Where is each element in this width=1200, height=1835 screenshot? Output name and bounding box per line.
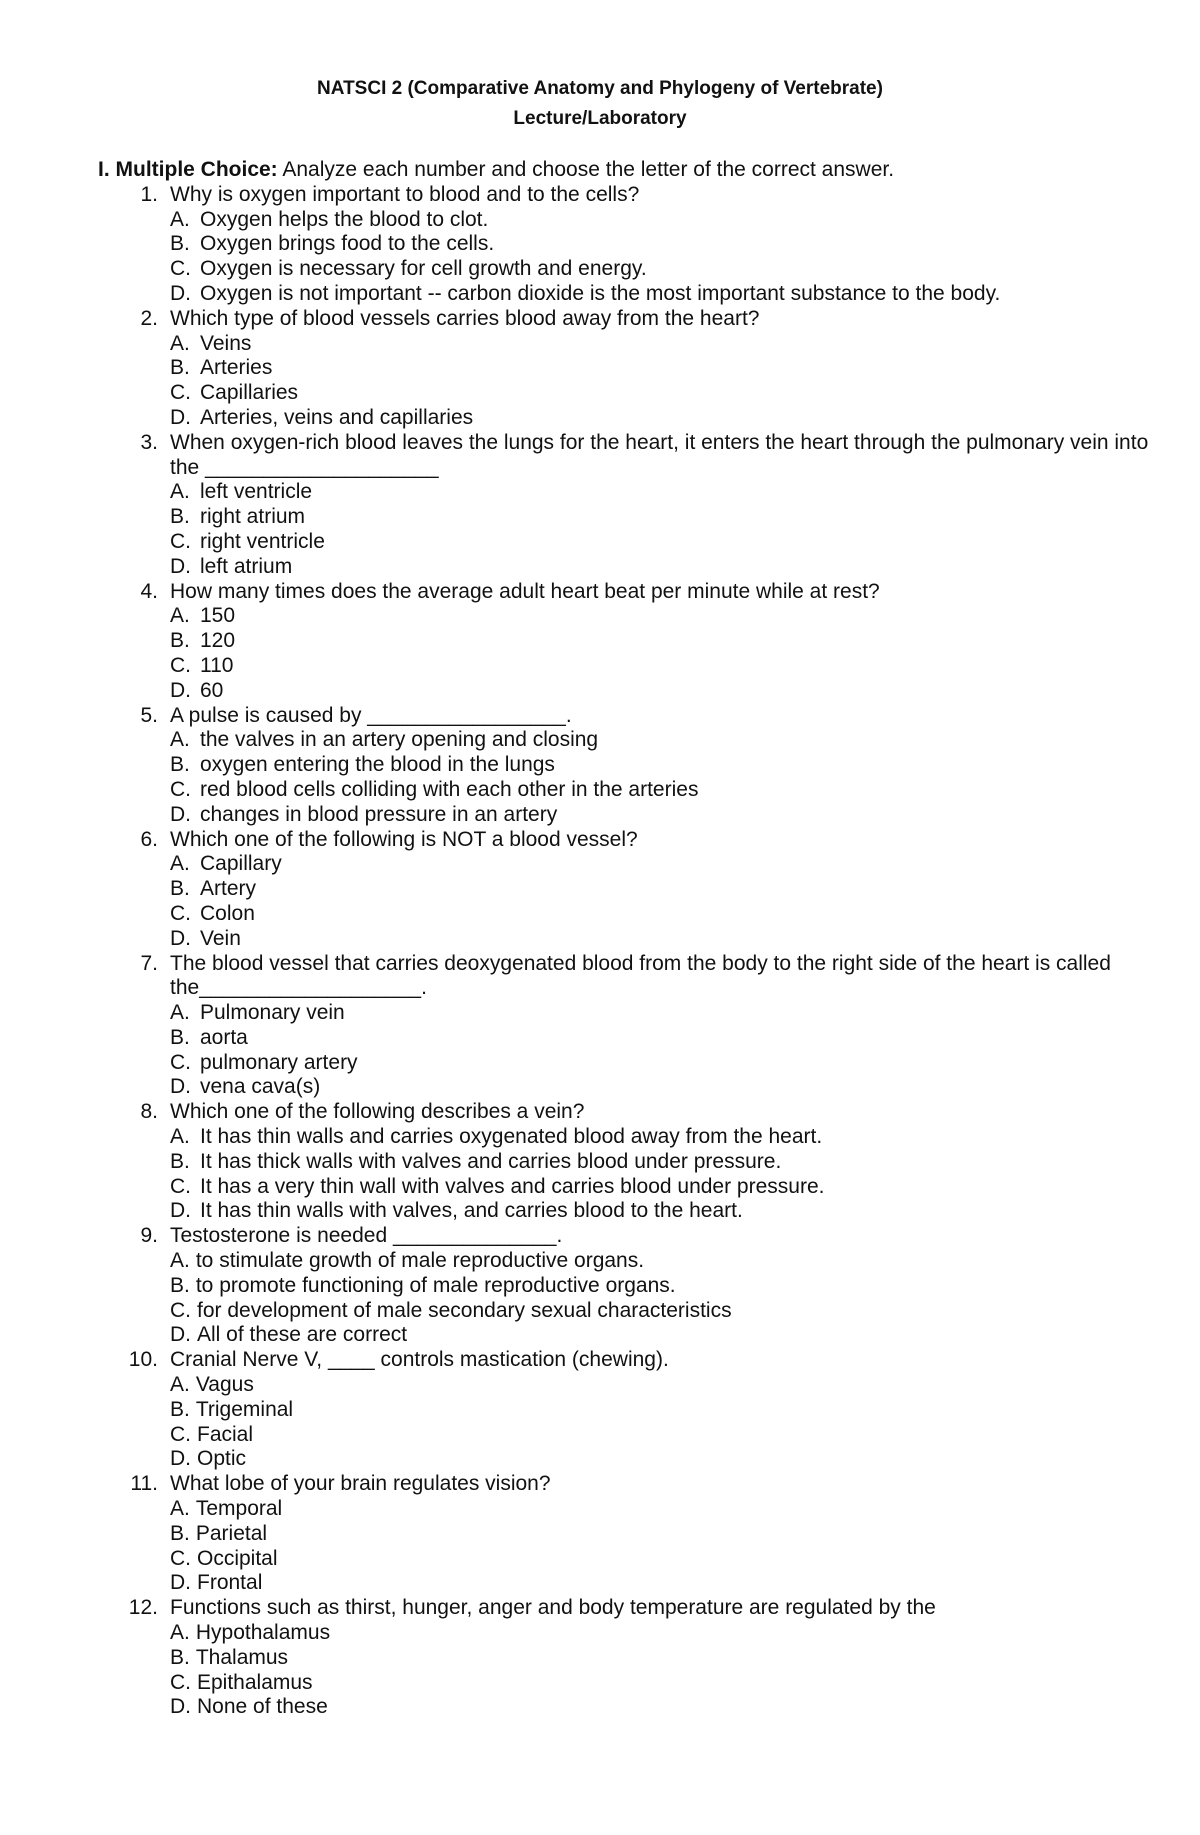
option-letter: D. <box>170 1571 191 1595</box>
answer-option <box>170 1695 1158 1720</box>
question-text: Why is oxygen important to blood and to the cells? <box>170 182 640 206</box>
option-text: 110 <box>200 653 234 677</box>
option-letter: D. <box>170 405 191 429</box>
option-letter: B. <box>170 1149 190 1173</box>
option-text: Temporal <box>195 1497 283 1521</box>
option-letter: B. <box>170 1521 190 1545</box>
question-number: 6. <box>140 827 158 851</box>
option-text: Artery <box>200 877 257 901</box>
option-text: Occipital <box>197 1546 278 1570</box>
option-letter: B. <box>170 356 190 380</box>
question-item <box>98 1348 1158 1472</box>
answer-option <box>170 232 1158 257</box>
question-text: Which one of the following is NOT a blood vessel? <box>170 827 638 851</box>
option-text: pulmonary artery <box>200 1050 358 1074</box>
option-letter: B. <box>170 1397 190 1421</box>
option-text: aorta <box>200 1025 248 1049</box>
option-text: Oxygen is not important -- carbon dioxide is the most important substance to the body. <box>200 281 1001 305</box>
answer-option <box>170 1497 1158 1522</box>
question-text: A pulse is caused by _________________. <box>170 703 572 727</box>
question-text: Which one of the following describes a vein? <box>170 1100 585 1124</box>
answer-option <box>170 1051 1158 1076</box>
answer-option <box>170 1547 1158 1572</box>
option-letter: B. <box>170 753 190 777</box>
option-letter: D. <box>170 678 191 702</box>
option-text: Frontal <box>197 1571 263 1595</box>
question-number: 5. <box>140 703 158 727</box>
option-text: Trigeminal <box>195 1397 294 1421</box>
answer-option <box>170 356 1158 381</box>
option-text: Oxygen helps the blood to clot. <box>200 207 489 231</box>
answer-option <box>170 1522 1158 1547</box>
question-text: How many times does the average adult heart beat per minute while at rest? <box>170 579 880 603</box>
option-text: It has a very thin wall with valves and carries blood under pressure. <box>200 1174 825 1198</box>
question-number: 8. <box>140 1100 158 1124</box>
answer-option <box>170 1373 1158 1398</box>
option-text: Epithalamus <box>197 1670 313 1694</box>
option-letter: B. <box>170 877 190 901</box>
option-text: left ventricle <box>200 480 313 504</box>
option-letter: A. <box>170 852 190 876</box>
question-item <box>98 704 1158 828</box>
option-letter: D. <box>170 926 191 950</box>
option-text: None of these <box>197 1695 328 1719</box>
option-letter: A. <box>170 728 190 752</box>
answer-option <box>170 505 1158 530</box>
option-text: Pulmonary vein <box>200 1001 345 1025</box>
option-letter: D. <box>170 1199 191 1223</box>
option-text: to stimulate growth of male reproductive organs. <box>195 1249 645 1273</box>
option-text: 60 <box>200 678 224 702</box>
answer-option <box>170 852 1158 877</box>
section-heading <box>98 158 1158 183</box>
answer-option <box>170 1423 1158 1448</box>
answer-option <box>170 927 1158 952</box>
option-text: vena cava(s) <box>200 1075 321 1099</box>
answer-option <box>170 381 1158 406</box>
option-letter: A. <box>170 1125 190 1149</box>
option-letter: B. <box>170 505 190 529</box>
answer-option <box>170 257 1158 282</box>
option-letter: A. <box>170 1373 190 1397</box>
option-text: Colon <box>200 901 255 925</box>
option-text: left atrium <box>200 554 293 578</box>
answer-option <box>170 629 1158 654</box>
answer-option <box>170 1447 1158 1472</box>
question-number: 1. <box>140 182 158 206</box>
option-letter: D. <box>170 281 191 305</box>
answer-option <box>170 555 1158 580</box>
answer-option <box>170 654 1158 679</box>
question-item <box>98 1224 1158 1348</box>
answer-option <box>170 1671 1158 1696</box>
option-text: the valves in an artery opening and closing <box>200 728 599 752</box>
option-letter: C. <box>170 1174 191 1198</box>
question-item <box>98 431 1158 580</box>
option-text: red blood cells colliding with each other in the arteries <box>200 777 699 801</box>
question-text: What lobe of your brain regulates vision? <box>170 1472 551 1496</box>
question-item <box>98 1472 1158 1596</box>
question-number: 4. <box>140 579 158 603</box>
question-text: When oxygen-rich blood leaves the lungs for the heart, it enters the heart through the pulmonary vein into the ____________________ <box>170 430 1149 479</box>
answer-option <box>170 1249 1158 1274</box>
option-letter: C. <box>170 1422 191 1446</box>
section-instruction: Analyze each number and choose the letter of the correct answer. <box>282 158 895 181</box>
option-letter: D. <box>170 1447 191 1471</box>
option-text: to promote functioning of male reproductive organs. <box>195 1273 676 1297</box>
option-letter: A. <box>170 1249 190 1273</box>
option-text: Vagus <box>195 1373 254 1397</box>
option-letter: D. <box>170 802 191 826</box>
answer-option <box>170 902 1158 927</box>
option-text: It has thin walls and carries oxygenated blood away from the heart. <box>200 1125 823 1149</box>
question-item <box>98 307 1158 431</box>
answer-option <box>170 1026 1158 1051</box>
option-letter: A. <box>170 604 190 628</box>
question-item <box>98 580 1158 704</box>
option-letter: B. <box>170 1273 190 1297</box>
option-letter: B. <box>170 1645 190 1669</box>
answer-option <box>170 1299 1158 1324</box>
option-letter: C. <box>170 777 191 801</box>
answer-option <box>170 1571 1158 1596</box>
answer-option <box>170 530 1158 555</box>
option-letter: C. <box>170 1298 191 1322</box>
question-text: The blood vessel that carries deoxygenated blood from the body to the right side of the heart is called the___________________. <box>170 951 1111 1000</box>
option-text: Oxygen brings food to the cells. <box>200 232 495 256</box>
question-number: 7. <box>140 951 158 975</box>
option-letter: A. <box>170 1621 190 1645</box>
option-letter: C. <box>170 1050 191 1074</box>
question-item <box>98 952 1158 1101</box>
option-letter: A. <box>170 1001 190 1025</box>
question-item <box>98 828 1158 952</box>
option-text: Thalamus <box>195 1645 289 1669</box>
answer-option <box>170 1398 1158 1423</box>
option-letter: B. <box>170 629 190 653</box>
option-text: Parietal <box>195 1521 268 1545</box>
question-list <box>98 183 1158 1720</box>
question-number: 2. <box>140 306 158 330</box>
answer-option <box>170 406 1158 431</box>
option-text: 120 <box>200 629 236 653</box>
answer-option <box>170 1621 1158 1646</box>
answer-option <box>170 1199 1158 1224</box>
option-text: It has thick walls with valves and carries blood under pressure. <box>200 1149 782 1173</box>
question-number: 12. <box>128 1596 158 1620</box>
question-number: 11. <box>130 1472 158 1496</box>
question-text: Cranial Nerve V, ____ controls mastication (chewing). <box>170 1348 669 1372</box>
answer-option <box>170 679 1158 704</box>
option-text: Capillaries <box>200 381 299 405</box>
option-text: 150 <box>200 604 236 628</box>
option-text: Oxygen is necessary for cell growth and energy. <box>200 257 647 281</box>
option-letter: D. <box>170 1075 191 1099</box>
option-letter: C. <box>170 653 191 677</box>
option-letter: C. <box>170 257 191 281</box>
document-header <box>0 74 1200 134</box>
option-letter: A. <box>170 1497 190 1521</box>
option-text: Arteries <box>200 356 273 380</box>
answer-option <box>170 1323 1158 1348</box>
question-number: 3. <box>140 430 158 454</box>
answer-option <box>170 1075 1158 1100</box>
option-text: Veins <box>200 331 252 355</box>
question-item <box>98 183 1158 307</box>
option-text: Capillary <box>200 852 282 876</box>
option-letter: B. <box>170 232 190 256</box>
section-label: I. Multiple Choice: <box>98 158 278 181</box>
option-text: oxygen entering the blood in the lungs <box>200 753 555 777</box>
option-letter: C. <box>170 381 191 405</box>
option-letter: B. <box>170 1025 190 1049</box>
question-number: 9. <box>140 1224 158 1248</box>
answer-option <box>170 208 1158 233</box>
option-text: Optic <box>197 1447 247 1471</box>
option-text: Hypothalamus <box>195 1621 331 1645</box>
answer-option <box>170 282 1158 307</box>
answer-option <box>170 1125 1158 1150</box>
option-letter: C. <box>170 1546 191 1570</box>
option-letter: D. <box>170 1695 191 1719</box>
option-text: Vein <box>200 926 241 950</box>
multiple-choice-section <box>98 158 1158 1720</box>
option-letter: C. <box>170 901 191 925</box>
option-text: It has thin walls with valves, and carries blood to the heart. <box>200 1199 743 1223</box>
answer-option <box>170 1150 1158 1175</box>
option-text: Facial <box>197 1422 254 1446</box>
question-text: Testosterone is needed ______________. <box>170 1224 563 1248</box>
option-text: right ventricle <box>200 529 325 553</box>
question-number: 10. <box>128 1348 158 1372</box>
option-letter: C. <box>170 1670 191 1694</box>
option-text: Arteries, veins and capillaries <box>200 405 474 429</box>
option-letter: A. <box>170 480 190 504</box>
question-text: Which type of blood vessels carries blood away from the heart? <box>170 306 760 330</box>
option-letter: D. <box>170 554 191 578</box>
document-title: NATSCI 2 (Comparative Anatomy and Phylogeny of Vertebrate) <box>317 78 883 99</box>
answer-option <box>170 728 1158 753</box>
answer-option <box>170 803 1158 828</box>
question-item <box>98 1100 1158 1224</box>
option-text: right atrium <box>200 505 306 529</box>
option-text: changes in blood pressure in an artery <box>200 802 558 826</box>
option-text: All of these are correct <box>197 1323 408 1347</box>
answer-option <box>170 1646 1158 1671</box>
option-letter: C. <box>170 529 191 553</box>
answer-option <box>170 1001 1158 1026</box>
answer-option <box>170 480 1158 505</box>
answer-option <box>170 753 1158 778</box>
answer-option <box>170 1175 1158 1200</box>
answer-option <box>170 332 1158 357</box>
answer-option <box>170 877 1158 902</box>
question-item <box>98 1596 1158 1720</box>
document-subtitle: Lecture/Laboratory <box>513 108 687 129</box>
option-text: for development of male secondary sexual characteristics <box>197 1298 732 1322</box>
option-letter: A. <box>170 207 190 231</box>
answer-option <box>170 604 1158 629</box>
option-letter: D. <box>170 1323 191 1347</box>
question-text: Functions such as thirst, hunger, anger and body temperature are regulated by the <box>170 1596 936 1620</box>
option-letter: A. <box>170 331 190 355</box>
answer-option <box>170 1274 1158 1299</box>
answer-option <box>170 778 1158 803</box>
